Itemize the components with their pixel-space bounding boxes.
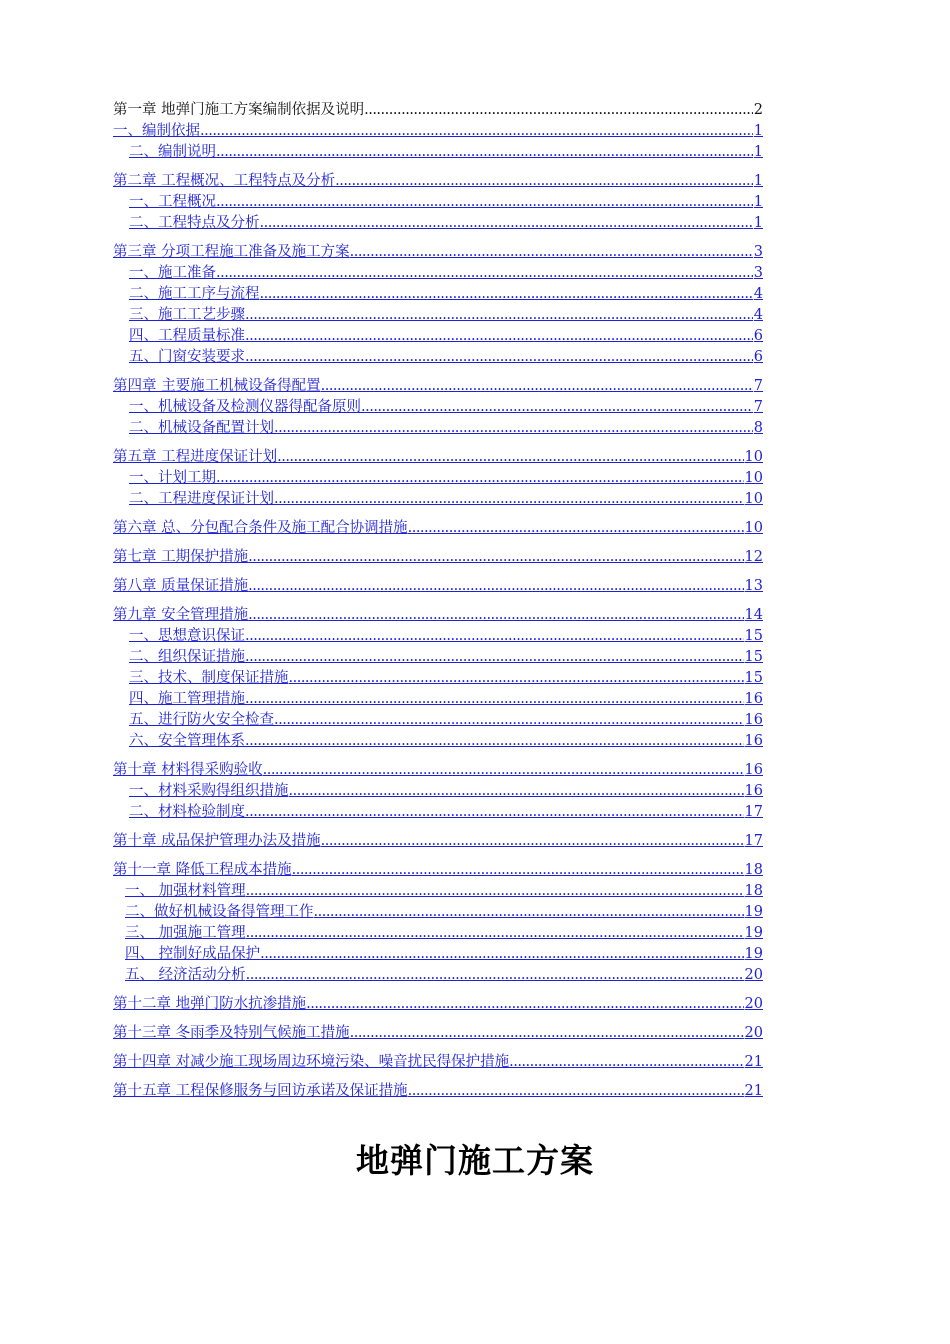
toc-page-number: 6 [753,328,763,344]
toc-page-number: 10 [744,520,763,536]
toc-dot-leader [248,605,743,626]
toc-section-link[interactable] [113,626,763,647]
toc-page-number: 4 [753,307,763,323]
toc-entry-label: 四、施工管理措施 [129,691,245,707]
toc-section-link[interactable] [113,668,763,689]
toc-dot-leader [216,263,753,284]
toc-page-number: 16 [744,733,763,749]
toc-entry-label: 第八章 质量保证措施 [113,578,249,594]
toc-section-link[interactable] [113,902,763,923]
toc-entry-label: 一、编制依据 [113,123,200,139]
toc-entry-label: 第十章 材料得采购验收 [113,762,263,778]
toc-section-link[interactable] [113,923,763,944]
toc-entry-label: 第十四章 对减少施工现场周边环境污染、噪音扰民得保护措施 [113,1054,510,1070]
document-title: 地弹门施工方案 [356,1141,594,1180]
toc-entry-label: 第六章 总、分包配合条件及施工配合协调措施 [113,520,408,536]
toc-page-number: 12 [744,549,763,565]
toc-entry-label: 第四章 主要施工机械设备得配置 [113,378,321,394]
toc-dot-leader [245,689,744,710]
toc-page-number: 1 [753,123,763,139]
toc-page-number: 19 [744,946,763,962]
toc-entry-label: 第十二章 地弹门防水抗渗措施 [113,996,307,1012]
toc-dot-leader [277,447,743,468]
toc-dot-leader [350,242,753,263]
toc-dot-leader [306,994,743,1015]
toc-page-number: 7 [753,399,763,415]
toc-dot-leader [350,1023,744,1044]
toc-page-number: 17 [744,833,763,849]
table-of-contents [113,100,763,1102]
toc-dot-leader [216,192,753,213]
toc-dot-leader [245,647,744,668]
toc-section-link[interactable] [113,965,763,986]
toc-entry-label: 第九章 安全管理措施 [113,607,249,623]
toc-entry-label: 二、编制说明 [129,144,216,160]
toc-dot-leader [408,518,744,539]
toc-page-number: 18 [744,862,763,878]
toc-page-number: 13 [744,578,763,594]
toc-dot-leader [248,547,743,568]
toc-page-number: 1 [753,194,763,210]
toc-page-number: 10 [744,449,763,465]
toc-entry-label: 五、门窗安装要求 [129,349,245,365]
toc-section-link[interactable] [113,489,763,510]
toc-section-link[interactable] [113,881,763,902]
toc-dot-leader [274,489,744,510]
toc-page-number: 21 [744,1083,763,1099]
toc-page-number: 3 [753,265,763,281]
toc-dot-leader [246,881,744,902]
toc-entry-label: 第十章 成品保护管理办法及措施 [113,833,321,849]
toc-chapter-link[interactable] [113,1081,763,1102]
toc-page-number: 18 [744,883,763,899]
toc-entry-label: 三、 加强施工管理 [125,925,246,941]
toc-page-number: 1 [753,173,763,189]
toc-page-number: 20 [744,1025,763,1041]
toc-chapter-link[interactable] [113,100,763,121]
toc-chapter-link[interactable] [113,576,763,597]
toc-chapter-link[interactable] [113,376,763,397]
toc-dot-leader [245,305,753,326]
toc-dot-leader [274,710,744,731]
toc-section-link[interactable] [113,121,763,142]
toc-page-number: 4 [753,286,763,302]
toc-chapter-link[interactable] [113,860,763,881]
toc-dot-leader [245,326,753,347]
toc-page-number: 2 [753,102,763,118]
toc-entry-label: 二、机械设备配置计划 [129,420,274,436]
toc-section-link[interactable] [113,944,763,965]
toc-entry-label: 二、施工工序与流程 [129,286,260,302]
toc-dot-leader [260,284,753,305]
toc-section-link[interactable] [113,468,763,489]
toc-dot-leader [246,923,744,944]
toc-dot-leader [200,121,753,142]
toc-entry-label: 五、 经济活动分析 [125,967,246,983]
toc-page-number: 10 [744,470,763,486]
toc-section-link[interactable] [113,689,763,710]
toc-entry-label: 第七章 工期保护措施 [113,549,249,565]
toc-entry-label: 二、材料检验制度 [129,804,245,820]
toc-page-number: 1 [753,215,763,231]
toc-entry-label: 第十三章 冬雨季及特别气候施工措施 [113,1025,350,1041]
toc-page-number: 19 [744,904,763,920]
toc-chapter-link[interactable] [113,171,763,192]
toc-dot-leader [408,1081,744,1102]
toc-dot-leader [245,802,744,823]
toc-section-link[interactable] [113,397,763,418]
toc-page-number: 19 [744,925,763,941]
toc-page-number: 20 [744,967,763,983]
toc-entry-label: 一、工程概况 [129,194,216,210]
toc-section-link[interactable] [113,192,763,213]
toc-section-link[interactable] [113,326,763,347]
toc-entry-label: 二、组织保证措施 [129,649,245,665]
toc-section-link[interactable] [113,418,763,439]
toc-chapter-link[interactable] [113,242,763,263]
toc-entry-label: 第三章 分项工程施工准备及施工方案 [113,244,350,260]
toc-dot-leader [509,1052,743,1073]
toc-dot-leader [274,418,753,439]
toc-chapter-link[interactable] [113,994,763,1015]
toc-dot-leader [245,626,744,647]
toc-entry-label: 四、工程质量标准 [129,328,245,344]
toc-entry-label: 二、做好机械设备得管理工作 [125,904,314,920]
toc-dot-leader [289,781,744,802]
toc-entry-label: 二、工程特点及分析 [129,215,260,231]
toc-entry-label: 二、工程进度保证计划 [129,491,274,507]
toc-page-number: 15 [744,628,763,644]
toc-entry-label: 第十五章 工程保修服务与回访承诺及保证措施 [113,1083,408,1099]
toc-dot-leader [361,397,753,418]
toc-chapter-link[interactable] [113,547,763,568]
toc-entry-label: 第一章 地弹门施工方案编制依据及说明 [113,102,365,118]
toc-entry-label: 三、技术、制度保证措施 [129,670,289,686]
toc-dot-leader [263,760,744,781]
toc-chapter-link[interactable] [113,1052,763,1073]
toc-page-number: 1 [753,144,763,160]
toc-page-number: 10 [744,491,763,507]
toc-chapter-link[interactable] [113,831,763,852]
toc-entry-label: 第五章 工程进度保证计划 [113,449,278,465]
toc-section-link[interactable] [113,710,763,731]
toc-page-number: 16 [744,712,763,728]
toc-dot-leader [321,376,753,397]
toc-entry-label: 一、 加强材料管理 [125,883,246,899]
toc-dot-leader [248,576,743,597]
toc-dot-leader [292,860,744,881]
toc-entry-label: 五、进行防火安全检查 [129,712,274,728]
toc-page-number: 21 [744,1054,763,1070]
toc-entry-label: 第十一章 降低工程成本措施 [113,862,292,878]
toc-dot-leader [335,171,753,192]
toc-entry-label: 第二章 工程概况、工程特点及分析 [113,173,336,189]
toc-dot-leader [216,142,753,163]
toc-dot-leader [260,944,743,965]
toc-page-number: 16 [744,762,763,778]
toc-page-number: 20 [744,996,763,1012]
toc-entry-label: 一、思想意识保证 [129,628,245,644]
toc-section-link[interactable] [113,781,763,802]
toc-dot-leader [321,831,744,852]
toc-dot-leader [364,100,753,121]
toc-entry-label: 一、施工准备 [129,265,216,281]
toc-page-number: 15 [744,649,763,665]
toc-page-number: 15 [744,670,763,686]
toc-chapter-link[interactable] [113,605,763,626]
toc-dot-leader [260,213,753,234]
toc-section-link[interactable] [113,142,763,163]
toc-page-number: 17 [744,804,763,820]
toc-chapter-link[interactable] [113,1023,763,1044]
toc-dot-leader [289,668,744,689]
toc-entry-label: 一、材料采购得组织措施 [129,783,289,799]
toc-dot-leader [314,902,744,923]
toc-section-link[interactable] [113,802,763,823]
toc-page-number: 16 [744,783,763,799]
toc-dot-leader [246,965,744,986]
toc-chapter-link[interactable] [113,518,763,539]
toc-section-link[interactable] [113,263,763,284]
toc-section-link[interactable] [113,347,763,368]
toc-page-number: 14 [744,607,763,623]
toc-page-number: 8 [753,420,763,436]
toc-page-number: 7 [753,378,763,394]
toc-entry-label: 六、安全管理体系 [129,733,245,749]
toc-chapter-link[interactable] [113,760,763,781]
toc-entry-label: 四、 控制好成品保护 [125,946,261,962]
toc-chapter-link[interactable] [113,447,763,468]
toc-dot-leader [245,731,744,752]
toc-dot-leader [216,468,744,489]
toc-entry-label: 一、机械设备及检测仪器得配备原则 [129,399,361,415]
toc-section-link[interactable] [113,213,763,234]
toc-page-number: 6 [753,349,763,365]
toc-entry-label: 三、施工工艺步骤 [129,307,245,323]
toc-section-link[interactable] [113,284,763,305]
toc-section-link[interactable] [113,731,763,752]
toc-section-link[interactable] [113,647,763,668]
toc-page-number: 16 [744,691,763,707]
toc-entry-label: 一、计划工期 [129,470,216,486]
toc-section-link[interactable] [113,305,763,326]
toc-page-number: 3 [753,244,763,260]
toc-dot-leader [245,347,753,368]
